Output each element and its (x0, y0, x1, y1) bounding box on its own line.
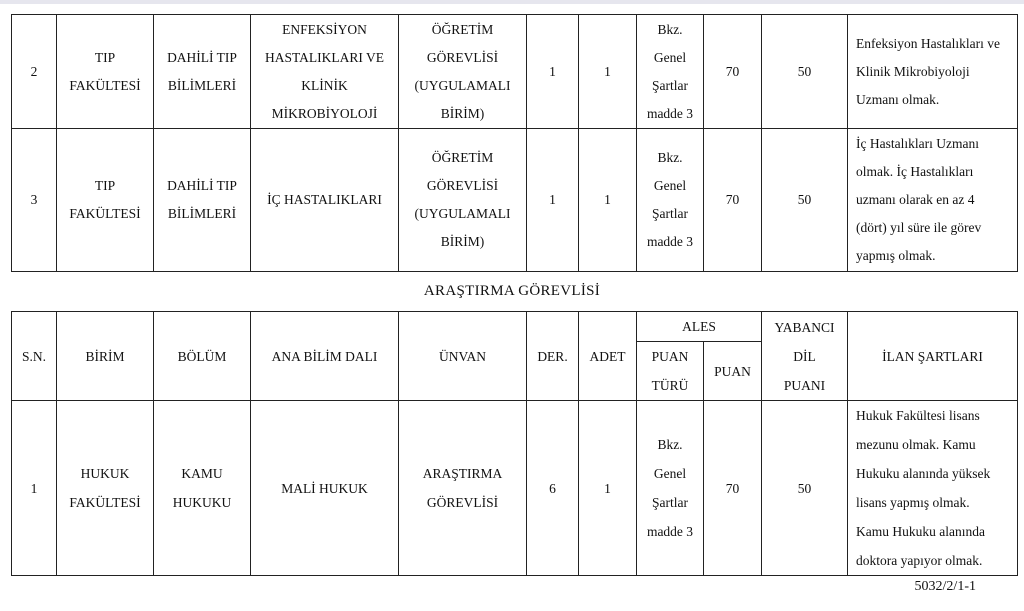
header-birim: BİRİM (57, 312, 154, 401)
abd-line: MALİ HUKUK (281, 480, 368, 496)
header-yabanci-line: YABANCI (774, 319, 835, 335)
der-cell: 1 (527, 129, 579, 272)
unvan-line: (UYGULAMALI (414, 77, 511, 93)
research-assistant-body (12, 401, 1018, 576)
header-ana-bilim-dali: ANA BİLİM DALI (251, 312, 399, 401)
bolum-cell (154, 401, 251, 576)
birim-line: HUKUK (80, 466, 130, 481)
bolum-cell (154, 15, 251, 129)
birim-cell (57, 401, 154, 576)
ilan-line: Uzmanı olmak. (856, 91, 940, 107)
unvan-line: ÖĞRETİM (431, 21, 494, 37)
birim-line: FAKÜLTESİ (69, 206, 141, 221)
header-ales: ALES (637, 312, 762, 342)
birim-line: FAKÜLTESİ (69, 495, 141, 510)
birim-line: TIP (94, 178, 116, 193)
header-der: DER. (527, 312, 579, 401)
bolum-line: DAHİLİ TIP (167, 178, 237, 193)
unvan-line: GÖREVLİSİ (426, 495, 499, 510)
birim-cell (57, 129, 154, 272)
table-row (12, 129, 1018, 272)
header-puan: PUAN (704, 342, 762, 401)
ilan-line: lisans yapmış olmak. (856, 495, 970, 510)
puan-turu-line: madde 3 (646, 524, 694, 539)
header-row (12, 312, 1018, 342)
sn-cell: 1 (12, 401, 57, 576)
ilan-line: Kamu Hukuku alanında (856, 524, 985, 539)
unvan-line: GÖREVLİSİ (426, 178, 499, 193)
ilan-line: İç Hastalıkları Uzmanı (856, 136, 979, 151)
puan-turu-line: Şartlar (652, 495, 688, 510)
ilan-sartlari-cell (848, 15, 1018, 129)
der-cell: 1 (527, 15, 579, 129)
yabanci-dil-cell: 50 (762, 15, 848, 129)
abd-line: İÇ HASTALIKLARI (267, 192, 382, 207)
puan-turu-cell (637, 401, 704, 576)
table-header (12, 312, 1018, 401)
puan-turu-line: Şartlar (652, 206, 688, 221)
ilan-line: doktora yapıyor olmak. (856, 553, 983, 568)
ilan-line: mezunu olmak. Kamu (856, 437, 976, 452)
bolum-line: BİLİMLERİ (167, 77, 237, 93)
puan-turu-line: Genel (653, 49, 687, 65)
birim-line: FAKÜLTESİ (69, 77, 141, 93)
bolum-line: BİLİMLERİ (167, 206, 237, 221)
unvan-line: BİRİM) (440, 234, 485, 249)
table-row (12, 15, 1018, 129)
ilan-line: Hukuk Fakültesi lisans (856, 408, 980, 423)
header-puan-turu-line: TÜRÜ (651, 378, 689, 393)
unvan-line: (UYGULAMALI (414, 206, 511, 221)
birim-line: TIP (94, 49, 116, 65)
unvan-line: ARAŞTIRMA (422, 466, 503, 481)
unvan-line: ÖĞRETİM (431, 150, 494, 165)
sn-cell: 3 (12, 129, 57, 272)
unvan-cell (399, 15, 527, 129)
adet-cell: 1 (579, 129, 637, 272)
bolum-line: HUKUKU (172, 495, 232, 510)
header-yabanci-line: DİL (793, 348, 816, 364)
ilan-line: Hukuku alanında yüksek (856, 466, 991, 481)
abd-line: HASTALIKLARI VE (264, 49, 385, 65)
puan-turu-line: Bkz. (657, 21, 683, 37)
ilan-line: uzmanı olarak en az 4 (856, 192, 975, 207)
bolum-cell (154, 129, 251, 272)
yabanci-dil-cell: 50 (762, 401, 848, 576)
adet-cell: 1 (579, 15, 637, 129)
ilan-line: Klinik Mikrobiyoloji (856, 63, 970, 79)
puan-cell: 70 (704, 129, 762, 272)
abd-line: KLİNİK (301, 77, 348, 93)
puan-cell: 70 (704, 15, 762, 129)
ilan-line: (dört) yıl süre ile görev (856, 220, 982, 235)
section-heading: ARAŞTIRMA GÖREVLİSİ (423, 283, 601, 299)
header-bolum: BÖLÜM (154, 312, 251, 401)
faculty-positions-table (11, 14, 1018, 272)
header-puan-turu-line: PUAN (651, 349, 689, 364)
table-row (12, 401, 1018, 576)
ana-bilim-dali-cell (251, 129, 399, 272)
bolum-line: DAHİLİ TIP (167, 49, 237, 65)
ilan-sartlari-cell (848, 401, 1018, 576)
unvan-line: GÖREVLİSİ (426, 49, 499, 65)
ilan-line: Enfeksiyon Hastalıkları ve (856, 35, 1000, 51)
research-assistant-table (11, 311, 1018, 576)
yabanci-dil-cell: 50 (762, 129, 848, 272)
puan-turu-cell (637, 129, 704, 272)
unvan-cell (399, 401, 527, 576)
header-yabanci-dil (762, 312, 848, 401)
sn-cell: 2 (12, 15, 57, 129)
puan-turu-line: madde 3 (646, 105, 694, 121)
der-cell: 6 (527, 401, 579, 576)
ilan-line: olmak. İç Hastalıkları (856, 164, 974, 179)
header-unvan: ÜNVAN (399, 312, 527, 401)
top-border-strip (0, 0, 1024, 4)
header-sn: S.N. (12, 312, 57, 401)
puan-turu-line: Bkz. (657, 437, 683, 452)
unvan-line: BİRİM) (440, 105, 485, 121)
puan-turu-line: Şartlar (652, 77, 688, 93)
adet-cell: 1 (579, 401, 637, 576)
birim-cell (57, 15, 154, 129)
abd-line: MİKROBİYOLOJİ (271, 105, 378, 121)
bolum-line: KAMU (181, 466, 223, 481)
puan-cell: 70 (704, 401, 762, 576)
header-ilan-sartlari: İLAN ŞARTLARI (848, 312, 1018, 401)
header-puan-turu (637, 342, 704, 401)
ilan-line: yapmış olmak. (856, 248, 936, 263)
page-code: 5032/2/1-1 (914, 579, 976, 594)
puan-turu-line: Bkz. (657, 150, 683, 165)
header-adet: ADET (579, 312, 637, 401)
puan-turu-line: Genel (653, 178, 687, 193)
ana-bilim-dali-cell (251, 401, 399, 576)
ana-bilim-dali-cell (251, 15, 399, 129)
faculty-positions-body (12, 15, 1018, 272)
puan-turu-cell (637, 15, 704, 129)
unvan-cell (399, 129, 527, 272)
abd-line: ENFEKSİYON (282, 21, 367, 37)
ilan-sartlari-cell (848, 129, 1018, 272)
header-yabanci-line: PUANI (783, 377, 826, 393)
puan-turu-line: madde 3 (646, 234, 694, 249)
puan-turu-line: Genel (653, 466, 687, 481)
